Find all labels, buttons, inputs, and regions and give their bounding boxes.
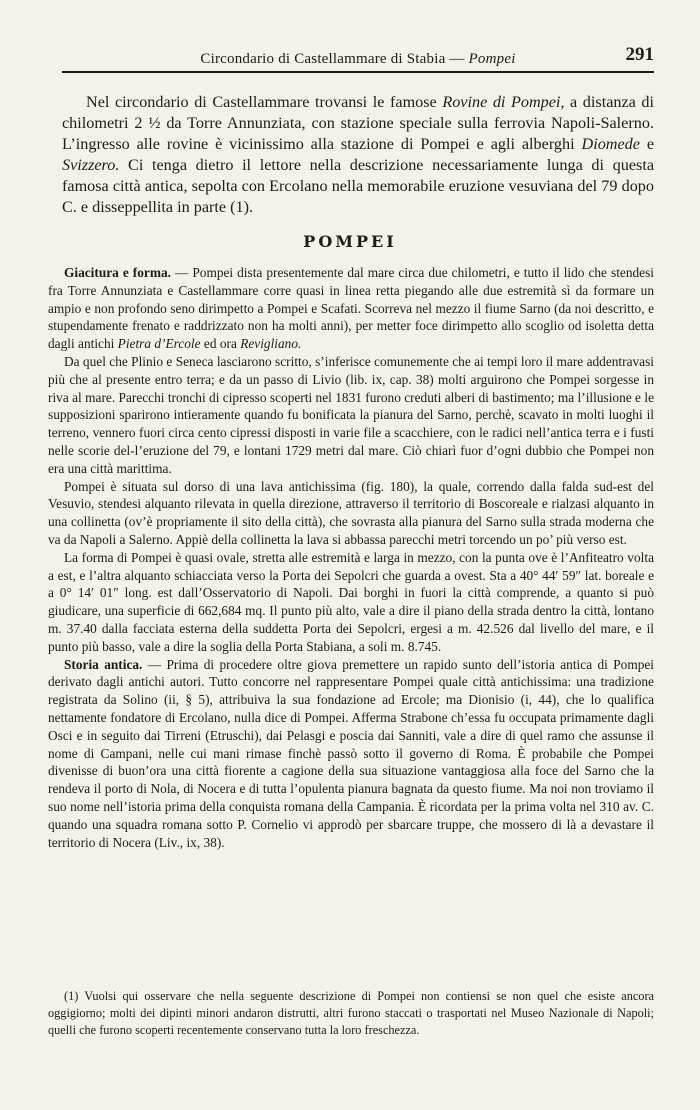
page-number: 291: [625, 44, 654, 65]
running-title: Circondario di Castellammare di Stabia — Pompei: [200, 51, 516, 67]
body-text: [48, 264, 654, 851]
paragraph-giacitura: Giacitura e forma. — Pompei dista presentemente dal mare circa due chilometri, e tutto il lido che stendesi fra Torre Annunziata e Castellammare corre quasi in linea retta piegando alle due estremità sì da formare un ampio e non profondo seno dirimpetto a Pompei e Scafati. Scorreva nel mezzo il fiume Sarno (da noi descritto, e stupendamente frenato e raddrizzato non ha molti anni), per metter foce dirimpetto allo scoglio od isoletta detta dagli antichi Pietra d’Ercole ed ora Revigliano.: [48, 265, 654, 352]
paragraph-lead: Storia antica.: [64, 656, 143, 672]
paragraph-storia: Storia antica. — Prima di procedere oltre giova premettere un rapido sunto dell’istoria antica di Pompei derivato dagli antichi autori. Tutto concorre nel rappresentare Pompei quale città antichissima: una tradizione registrata da Solino (ii, § 5), attribuiva la sua fondazione ad Ercole; ma Dionisio (i, 44), che lo qualifica nettamente fondatore di Ercolano, nulla dice di Pompei. Afferma Strabone ch’essa fu occupata primamente dagli Osci e in seguito dai Tirreni (Etruschi), dai Pelasgi e poscia dai Sanniti, vale a dire di quel ramo che assunse il nome di Campani, nelle cui mani rimase finchè passò sotto il governo di Roma. È probabile che Pompei divenisse di buon’ora una città fiorente a cagione della sua situazione vantaggiosa alla foce del Sarno che la rendeva il porto di Nola, di Nocera e di tutta l’opulenta pianura bagnata da questo fiume. Ma noi non troviamo il suo nome nell’istoria prima della conquista romana della Campania. È ricordata per la prima volta nel 310 av. C. quando una squadra romana sotto P. Cornelio vi approdò per sbarcare truppe, che mossero di là a devastare il territorio di Nocera (Liv., ix, 38).: [48, 656, 654, 850]
paragraph-lava: Pompei è situata sul dorso di una lava antichissima (fig. 180), la quale, correndo dalla falda sud-est del Vesuvio, stendesi alquanto rilevata in quella direzione, attraverso il territorio di Boscoreale e rialzasi alquanto in una collinetta (ov’è propriamente il sito della città), che sovrasta alla pianura del Sarno sulla strada moderna che va da Napoli a Salerno. Appiè della collinetta la lava si abbassa parecchi metri torcendo un po’ più verso est.: [48, 478, 654, 547]
paragraph-plinio: Da quel che Plinio e Seneca lasciarono scritto, s’inferisce comunemente che ai tempi loro il mare addentravasi più che al presente entro terra; e da un passo di Livio (lib. ix, cap. 38) molti arguirono che Pompei sorgesse in riva al mare. Parecchi tronchi di cipresso scoperti nel 1831 furono creduti alberi di bastimento; ma l’illusione e le supposizioni sparirono intieramente quando fu bonificata la pianura del Sarno, perchè, scavato in molti luoghi il terreno, vennero fuori circa cento cipressi disposti in varie file a scacchiere, con le radici nell’antica terra e i fusti nelle scorie del-l’eruzione del 79, e lontani 1729 metri dal mare. Ciò chiarì fuor d’ogni dubbio che Pompei non era una città marittima.: [48, 353, 654, 476]
section-title: POMPEI: [303, 232, 397, 251]
paragraph-lead: Giacitura e forma.: [64, 265, 171, 280]
header-rule: [62, 71, 654, 73]
footnote: (1) Vuolsi qui osservare che nella seguente descrizione di Pompei non contiensi se non quel che esiste ancora oggigiorno; molti dei dipinti minori andaron distrutti, altri furono staccati o trasportati nel Museo Nazionale di Napoli; quelli che furono scoperti recentemente conservano tutta la loro freschezza.: [48, 989, 654, 1037]
intro-paragraph: Nel circondario di Castellammare trovansi le famose Rovine di Pompei, a distanza di chilometri 2 ½ da Torre Annunziata, con stazione speciale sulla ferrovia Napoli-Salerno. L’ingresso alle rovine è vicinissimo alla stazione di Pompei e agli alberghi Diomede e Svizzero. Ci tenga dietro il lettore nella descrizione necessariamente lunga di questa famosa città antica, sepolta con Ercolano nella memorabile eruzione vesuviana del 79 dopo C. e disseppellita in parte (1).: [62, 93, 655, 216]
paragraph-forma: La forma di Pompei è quasi ovale, stretta alle estremità e larga in mezzo, con la punta ove è l’Anfiteatro volta a est, e l’altra alquanto schiacciata verso la Porta dei Sepolcri che guarda a ovest. Sta a 40° 44′ 59″ lat. boreale e a 0° 14′ 01″ long. est dall’Osservatorio di Napoli. Dai borghi in fuori la città comprende, a quanto si può giudicare, una superficie di 662,684 mq. Il punto più alto, vale a dire il piano della strada dentro la città, lontano m. 37.40 dalla facciata esterna della suddetta Porta dei Sepolcri, ergesi a m. 42.526 dal livello del mare, e il punto più basso, vale a dire la soglia della Porta Stabiana, a soli m. 8.745.: [48, 549, 654, 654]
running-header: [62, 42, 654, 68]
